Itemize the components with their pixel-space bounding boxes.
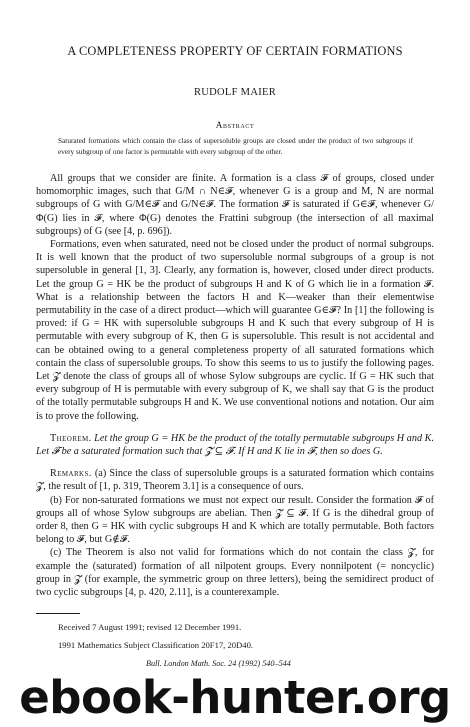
remark-b: (b) For non-saturated formations we must not expect our result. Consider the formation 𝓕 of groups all of whose Sylow subgroups are abelian. Then 𝓩 ⊆ 𝓕. If G is the dihedral group of order 8, then G = HK with cyclic subgroups H and K which are totally permutable. Both factors belong to 𝓕, but G∉𝓕.: [36, 494, 434, 546]
journal-citation: Bull. London Math. Soc. 24 (1992) 540–544: [146, 659, 291, 668]
remark-a: (a) Since the class of supersoluble groups is a saturated formation which contains 𝓩, the result of [1, p. 319, Theorem 3.1] is a consequence of ours.: [36, 468, 435, 493]
theorem-label: Theorem.: [50, 432, 92, 444]
paper-title: A COMPLETENESS PROPERTY OF CERTAIN FORMATIONS: [67, 44, 403, 58]
remark-c: (c) The Theorem is also not valid for formations which do not contain the class 𝓩, for example the (saturated) formation of all nilpotent groups. Every nonnilpotent (= noncyclic) group in 𝓩 (for example, the symmetric group on three letters), being the semidirect product of two cyclic subgroups [4, p. 420, 2.11], is a counterexample.: [36, 547, 434, 599]
classification-note: 1991 Mathematics Subject Classification 20F17, 20D40.: [58, 640, 254, 650]
paper-body: [36, 172, 434, 599]
theorem-statement: Let the group G = HK be the product of the totally permutable subgroups H and K. Let 𝓕 be a saturated formation such that 𝓩 ⊆ 𝓕. If H and K lie in 𝓕, then so does G.: [36, 432, 435, 458]
footnote-rule: [36, 613, 80, 614]
intro-paragraph: All groups that we consider are finite. A formation is a class 𝓕 of groups, closed under homomorphic images, such that G/M ∩ N∈𝓕, whenever G is a group and M, N are normal subgroups of G with G/M∈𝓕 and G/N∈𝓕. The formation 𝓕 is saturated if G∈𝓕, whenever G/Φ(G) lies in 𝓕, where Φ(G) denotes the Frattini subgroup (the intersection of all maximal subgroups) of G (see [4, p. 696]).: [36, 173, 434, 237]
remark-a-paragraph: [36, 467, 434, 493]
author-name: RUDOLF MAIER: [193, 87, 277, 98]
received-note: Received 7 August 1991; revised 12 December 1991.: [58, 622, 242, 632]
remarks-label: Remarks.: [50, 468, 92, 480]
abstract-text: Saturated formations which contain the class of supersoluble groups are closed under the product of two subgroups if every subgroup of one factor is permutable with every subgroup of the other.: [58, 136, 413, 156]
abstract-heading: Abstract: [215, 120, 255, 130]
theorem-paragraph: [36, 432, 434, 458]
watermark-text: ebook-hunter.org: [19, 671, 451, 724]
formations-paragraph: Formations, even when saturated, need not be closed under the product of normal subgroups. It is well known that the product of two supersoluble normal subgroups of a group is not supersoluble in general [1, 3]. Clearly, any formation is, however, closed under direct products. Let the group G = HK be the product of subgroups H and K of G which lie in a formation 𝓕. What is a relationship between the factors H and K—weaker than their elementwise permutability in the case of a direct product—which will guarantee G∈𝓕? In [1] the following is proved: if G = HK with supersoluble subgroups H and K such that every subgroup of H is permutable with every subgroup of K, then G is supersoluble. This result is not accidental and can be obtained owing to a general completeness property of all saturated formations which contain the class of supersoluble groups. To show this seems to us to justify the following pages. Let 𝓩 denote the class of groups all of whose Sylow subgroups are cyclic. If G = HK such that every subgroup of H is permutable with every subgroup of K, we shall say that G is the product of the totally permutable subgroups H and K. We use conventional notions and notation. Our aim is to prove the following.: [36, 239, 434, 422]
